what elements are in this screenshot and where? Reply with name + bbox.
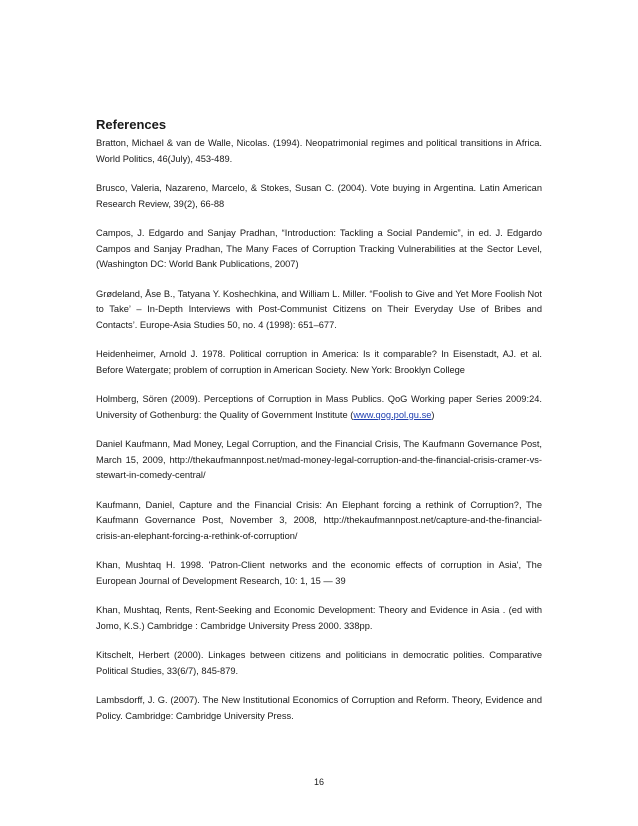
- reference-entry: [96, 648, 542, 679]
- reference-entry: [96, 603, 542, 634]
- references-section: [96, 116, 542, 738]
- page-number: 16: [313, 777, 324, 787]
- reference-entry: [96, 347, 542, 378]
- reference-text: Khan, Mushtaq H. 1998. 'Patron-Client networks and the economic effects of corruption in Asia', The European Journal of Development Research, 10: 1, 15 — 39: [96, 560, 542, 586]
- reference-entry: [96, 287, 542, 334]
- reference-text: Daniel Kaufmann, Mad Money, Legal Corruption, and the Financial Crisis, The Kaufmann Governance Post, March 15, 2009, http://thekaufmannpost.net/mad-money-legal-corruption-and-the-financial-crisis-cramer-vs-stewart-in-comedy-central/: [96, 439, 542, 480]
- reference-entry: [96, 498, 542, 545]
- qog-website-link[interactable]: www.qog.pol.gu.se: [353, 409, 432, 420]
- reference-entry: [96, 392, 542, 423]
- reference-text: Bratton, Michael & van de Walle, Nicolas. (1994). Neopatrimonial regimes and political transitions in Africa. World Politics, 46(July), 453-489.: [96, 138, 542, 164]
- reference-text-end: ): [431, 409, 435, 420]
- reference-text: Campos, J. Edgardo and Sanjay Pradhan, “Introduction: Tackling a Social Pandemic”, in ed. J. Edgardo Campos and Sanjay Pradhan, The Many Faces of Corruption Tracking Vulnerabilities at the Sector Level, (Washington DC: World Bank Publications, 2007): [96, 228, 542, 269]
- reference-text: Kaufmann, Daniel, Capture and the Financial Crisis: An Elephant forcing a rethink of Corruption?, The Kaufmann Governance Post, November 3, 2008, http://thekaufmannpost.net/capture-and-the-financial-crisis-an-elephant-forcing-a-rethink-of-corruption/: [96, 499, 542, 541]
- reference-text: Heidenheimer, Arnold J. 1978. Political corruption in America: Is it comparable? In Eisenstadt, AJ. et al. Before Watergate; problem of corruption in American Society. New York: Brooklyn College: [96, 349, 542, 375]
- reference-entry: [96, 136, 542, 167]
- reference-text: Kitschelt, Herbert (2000). Linkages between citizens and politicians in democratic polities. Comparative Political Studies, 33(6/7), 845-879.: [96, 650, 542, 676]
- reference-text: Grødeland, Åse B., Tatyana Y. Koshechkina, and William L. Miller. “Foolish to Give and Yet More Foolish Not to Take’ – In-Depth Interviews with Post-Communist Citizens on Their Everyday Use of Bribes and Contacts’. Europe-Asia Studies 50, no. 4 (1998): 651–677.: [96, 288, 542, 330]
- reference-text: Khan, Mushtaq, Rents, Rent-Seeking and Economic Development: Theory and Evidence in Asia . (ed with Jomo, K.S.) Cambridge : Cambridge University Press 2000. 338pp.: [96, 605, 542, 631]
- reference-text: Holmberg, Sören (2009). Perceptions of Corruption in Mass Publics. QoG Working paper Series 2009:24. University of Gothenburg: the Quality of Government Institute (: [96, 394, 542, 420]
- reference-entry: [96, 226, 542, 273]
- reference-list: [96, 136, 542, 724]
- reference-entry: [96, 558, 542, 589]
- references-heading: References: [96, 117, 167, 132]
- reference-entry: [96, 437, 542, 484]
- reference-text: Brusco, Valeria, Nazareno, Marcelo, & Stokes, Susan C. (2004). Vote buying in Argentina. Latin American Research Review, 39(2), 66-88: [96, 183, 542, 209]
- reference-entry: [96, 181, 542, 212]
- reference-text: Lambsdorff, J. G. (2007). The New Institutional Economics of Corruption and Reform. Theory, Evidence and Policy. Cambridge: Cambridge University Press.: [96, 695, 542, 721]
- reference-entry: [96, 693, 542, 724]
